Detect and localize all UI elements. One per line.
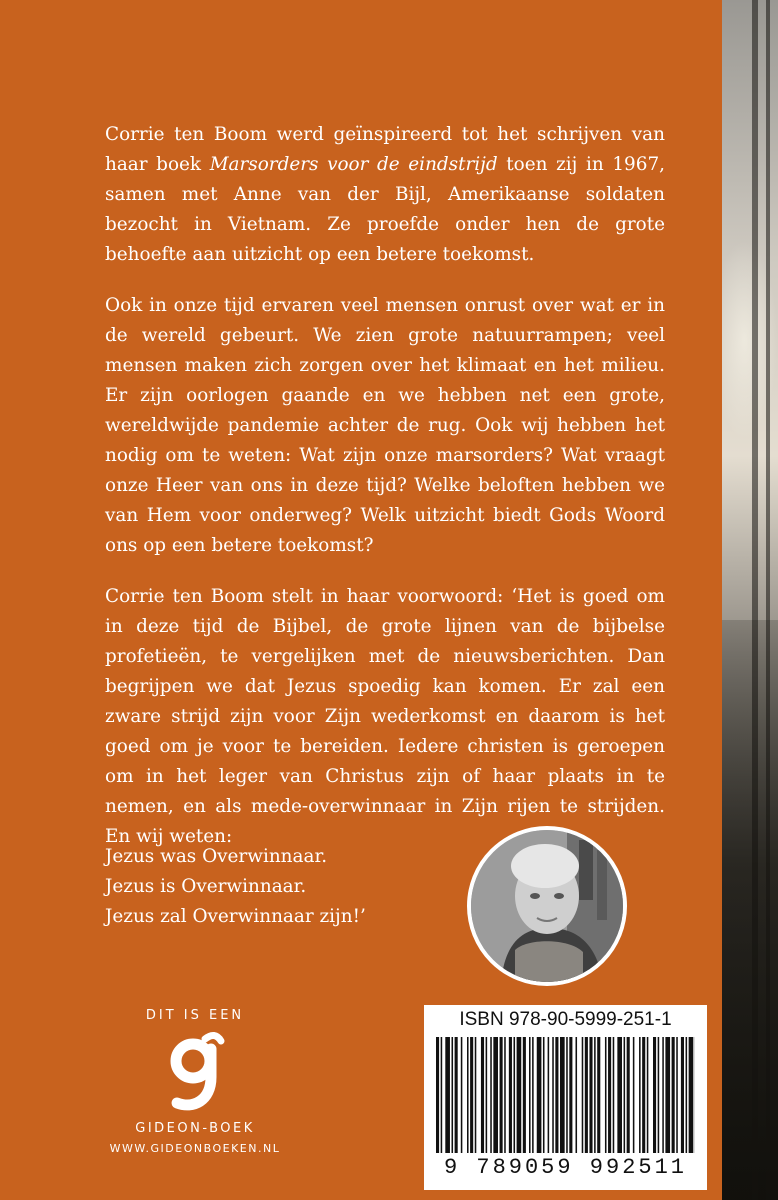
paragraph-1-end: toen zij in 1967, samen met Anne van der Bijl, Amerikaanse soldaten bezocht in Vietnam. Ze proefde onder hen de grote behoefte aan uitzicht op een betere toekomst. — [105, 154, 665, 265]
publisher-name: GIDEON-BOEK — [135, 1121, 255, 1136]
closing-quote — [105, 842, 445, 932]
publisher-url: WWW.GIDEONBOEKEN.NL — [109, 1142, 281, 1155]
isbn-label: ISBN 978-90-5999-251-1 — [459, 1009, 672, 1030]
paragraph-1-start: Corrie ten Boom werd geïnspireerd tot het schrijven van haar boek — [105, 124, 665, 175]
barcode — [424, 1005, 707, 1190]
quote-line: Jezus was Overwinnaar. — [105, 846, 328, 867]
blurb — [105, 120, 665, 852]
portrait-photo-icon — [471, 830, 623, 982]
forest-photo-edge — [722, 0, 778, 1200]
paragraph-1 — [105, 120, 665, 270]
quote-line: Jezus is Overwinnaar. — [105, 876, 307, 897]
g-letter-logo-icon — [155, 1031, 235, 1115]
paragraph-3: Corrie ten Boom stelt in haar voorwoord: ‘Het is goed om in deze tijd de Bijbel, de grote lijnen van de bijbelse profetieën, te vergelijken met de nieuwsberichten. Dan begrijpen we dat Jezus spoedig kan komen. Er zal een zware strijd zijn voor Zijn wederkomst en daarom is het goed om je voor te bereiden. Iedere christen is geroepen om in het leger van Christus zijn of haar plaats in te nemen, en als mede-overwinnaar in Zijn rijen te strijden. En wij weten: — [105, 586, 665, 847]
barcode-bars-icon — [436, 1037, 695, 1153]
paragraph-2: Ook in onze tijd ervaren veel mensen onrust over wat er in de wereld gebeurt. We zien grote natuurrampen; veel mensen maken zich zorgen over het klimaat en het milieu. Er zijn oorlogen gaande en we hebben net een grote, wereldwijde pandemie achter de rug. Ook wij hebben het nodig om te weten: Wat zijn onze marsorders? Wat vraagt onze Heer van ons in deze tijd? Welke beloften hebben we van Hem voor onderweg? Welk uitzicht biedt Gods Woord ons op een betere toekomst? — [105, 295, 665, 556]
publisher-logo — [100, 1008, 290, 1155]
quote-line: Jezus zal Overwinnaar zijn!’ — [105, 906, 366, 927]
publisher-tagline: DIT IS EEN — [145, 1008, 245, 1023]
author-portrait — [467, 826, 627, 986]
book-title-italic: Marsorders voor de eindstrijd — [209, 154, 498, 175]
ean-digits: 9 789059 992511 — [443, 1155, 688, 1180]
